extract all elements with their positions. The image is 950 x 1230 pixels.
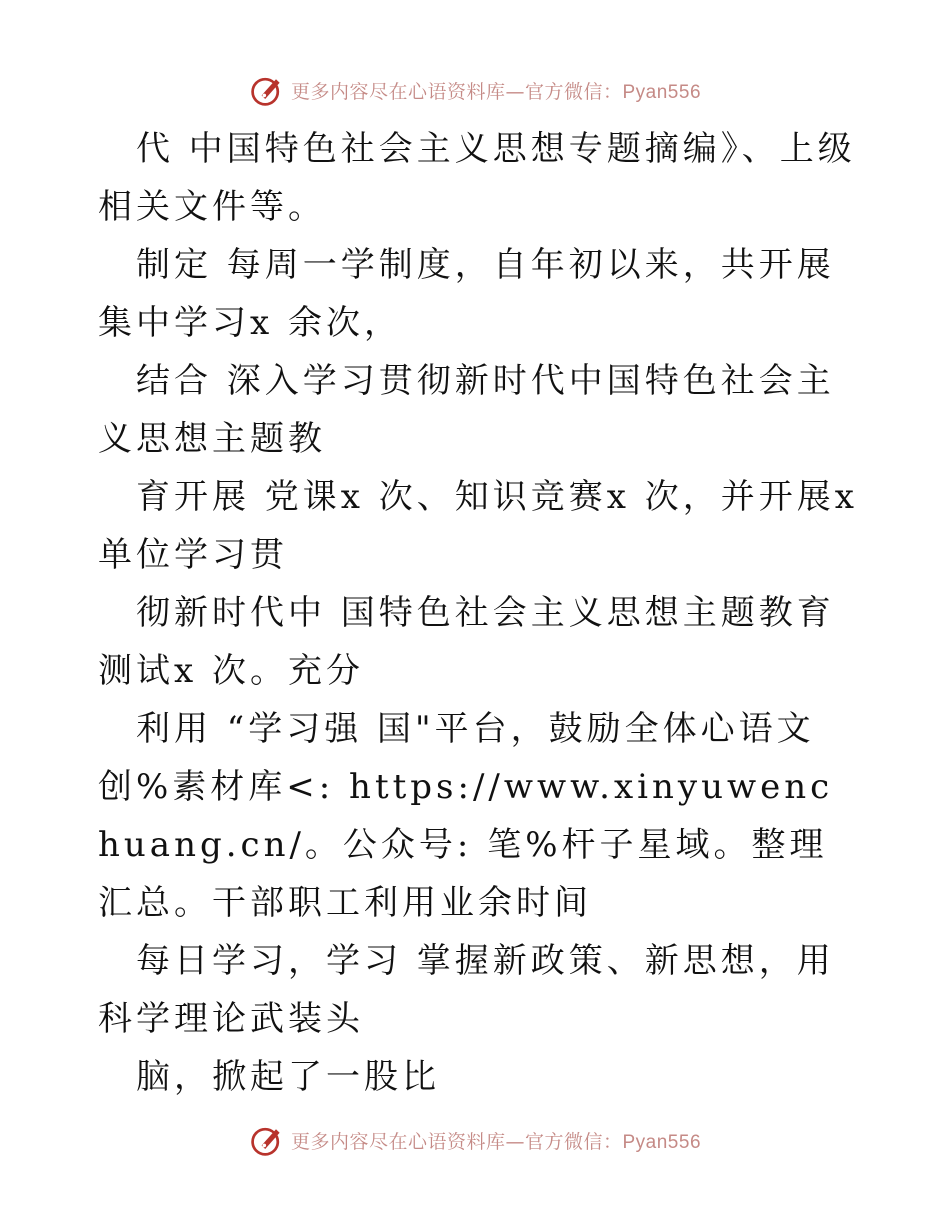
paragraph-2: 制定 每周一学制度，自年初以来，共开展集中学习x 余次，	[98, 245, 835, 343]
banner-wechat-id: Pyan556	[622, 81, 702, 103]
paragraph-7: 每日学习，学习 掌握新政策、新思想，用科学理论武装头	[98, 941, 835, 1039]
banner-wechat-label: 官方微信：	[524, 80, 623, 103]
footer-separator: —	[505, 1130, 525, 1153]
paragraph-5: 彻新时代中 国特色社会主义思想主题教育测试x 次。充分	[98, 593, 835, 691]
pen-nib-logo-icon	[249, 72, 285, 108]
document-body	[98, 120, 858, 1106]
paragraph-1: 代 中国特色社会主义思想专题摘编》、上级相关文件等。	[98, 129, 856, 227]
footer-wechat-id: Pyan556	[622, 1131, 702, 1153]
paragraph-4: 育开展 党课x 次、知识竞赛x 次，并开展x 单位学习贯	[98, 477, 858, 575]
footer-wechat-label: 官方微信：	[524, 1130, 623, 1153]
footer-banner	[0, 1120, 950, 1160]
paragraph-6: 利用 “学习强 国"平台，鼓励全体心语文创%素材库<: https://www.xinyuwenchuang.cn/。公众号: 笔%杆子星域。整理汇总。干部职工利用业余时间	[98, 709, 834, 923]
header-banner	[0, 70, 950, 110]
paragraph-8: 脑，掀起了一股比	[136, 1057, 440, 1097]
banner-separator: —	[505, 80, 525, 103]
banner-brand-text: 更多内容尽在心语资料库	[290, 80, 506, 103]
paragraph-3: 结合 深入学习贯彻新时代中国特色社会主义思想主题教	[98, 361, 835, 459]
footer-brand-text: 更多内容尽在心语资料库	[290, 1130, 506, 1153]
pen-nib-logo-icon	[249, 1122, 285, 1158]
